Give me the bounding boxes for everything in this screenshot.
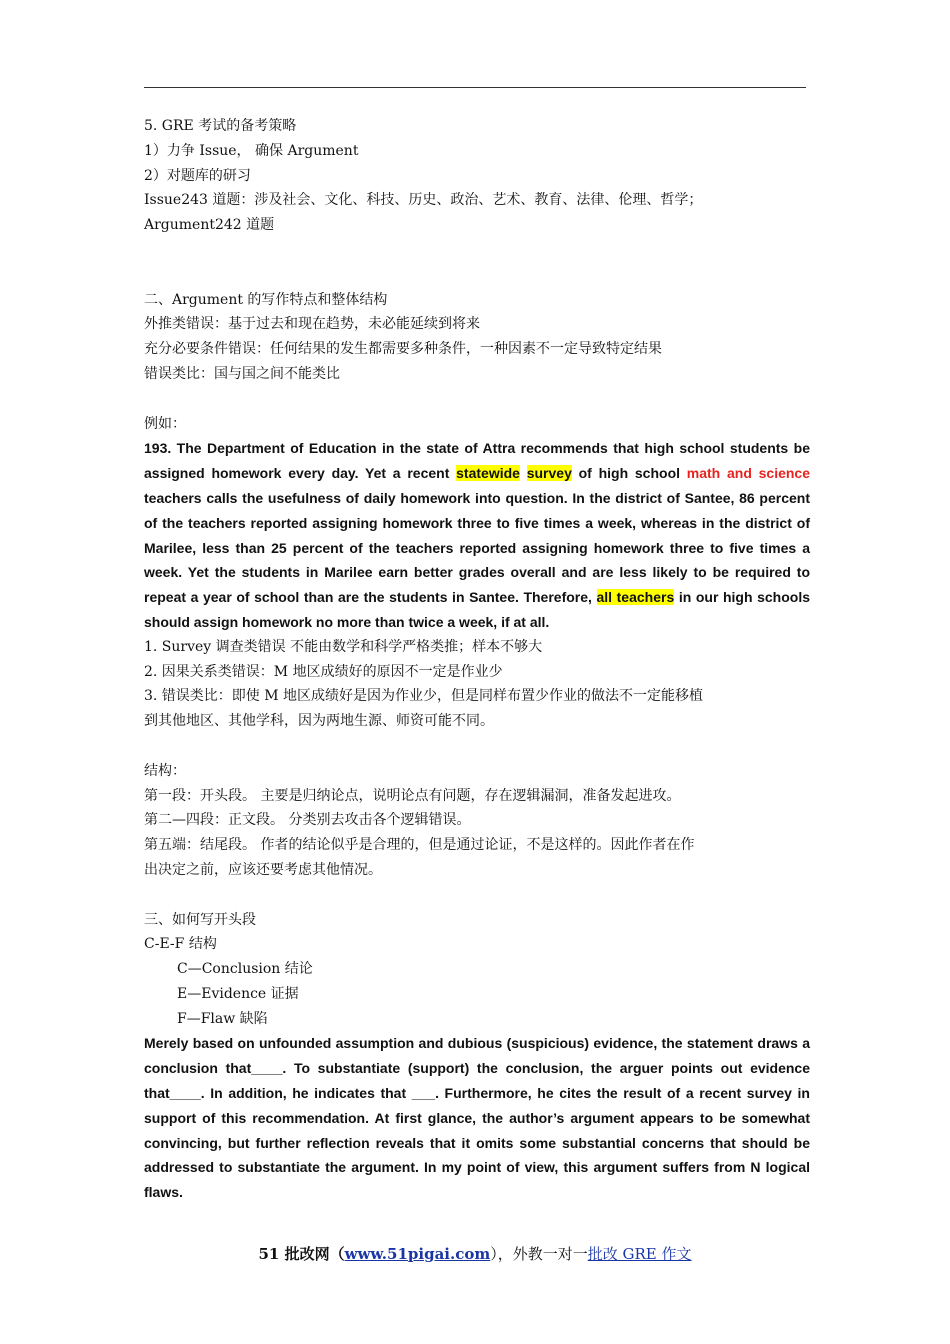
structure-line-2: 第二—四段：正文段。 分类别去攻击各个逻辑错误。 bbox=[144, 812, 471, 829]
header-rule bbox=[144, 87, 806, 88]
cef-structure-label: C-E-F 结构 bbox=[144, 936, 217, 953]
note-1: 1. Survey 调查类错误 不能由数学和科学严格类推；样本不够大 bbox=[144, 638, 543, 655]
section2-line-3: 错误类比：国与国之间不能类比 bbox=[144, 365, 340, 382]
section3-title: 三、如何写开头段 bbox=[144, 911, 256, 928]
footer-middle: ），外教一对一 bbox=[490, 1245, 588, 1263]
highlight-survey: survey bbox=[526, 465, 572, 482]
footer-site-link[interactable]: www.51pigai.com bbox=[344, 1245, 491, 1263]
structure-label: 结构： bbox=[144, 762, 186, 779]
cef-conclusion: C—Conclusion 结论 bbox=[177, 961, 313, 978]
footer-gre-link[interactable]: 批改 GRE 作文 bbox=[587, 1245, 692, 1263]
structure-line-3b: 出决定之前，应该还要考虑其他情况。 bbox=[144, 861, 382, 878]
note-2: 2. 因果关系类错误：M 地区成绩好的原因不一定是作业少 bbox=[144, 663, 503, 680]
example-prompt-paragraph bbox=[144, 436, 810, 634]
structure-line-3a: 第五端：结尾段。 作者的结论似乎是合理的，但是通过论证，不是这样的。因此作者在作 bbox=[144, 837, 695, 854]
prompt-text-1: 193. The Department of Education in the state of Attra recommends that high school students be assigned homework every day. Yet a recent bbox=[144, 440, 810, 482]
prompt-text-3: teachers calls the usefulness of daily homework into question. In the district of Santee, 86 percent of the teachers reported assigning homework three to five times a week, whereas in the district of Marilee, less than 25 percent of the teachers reported assigning homework three to five times a week. Yet the students in Marilee earn better grades overall and are less likely to be required to repeat a year of school than are the students in Santee. Therefore, bbox=[144, 489, 810, 606]
section5-line-2: 2）对题库的研习 bbox=[144, 167, 251, 184]
section2-line-1: 外推类错误：基于过去和现在趋势，未必能延续到将来 bbox=[144, 316, 480, 333]
note-3-line-2: 到其他地区、其他学科，因为两地生源、师资可能不同。 bbox=[144, 713, 494, 730]
highlight-statewide: statewide bbox=[456, 465, 520, 482]
cef-flaw: F—Flaw 缺陷 bbox=[177, 1010, 268, 1027]
cef-evidence: E—Evidence 证据 bbox=[177, 985, 299, 1002]
template-paragraph: Merely based on unfounded assumption and dubious (suspicious) evidence, the statement draws a conclusion that____. To substantiate (support) the conclusion, the arguer points out evidence that____. In addition, he indicates that ___. Furthermore, he cites the result of a recent survey in support of this recommendation. At first glance, the author’s argument appears to be somewhat convincing, but further reflection reveals that it omits some substantial concerns that should be addressed to substantiate the argument. In my point of view, this argument suffers from N logical flaws. bbox=[144, 1035, 810, 1201]
page-footer bbox=[0, 1243, 950, 1264]
note-3-line-1: 3. 错误类比：即使 M 地区成绩好是因为作业少，但是同样布置少作业的做法不一定能移植 bbox=[144, 688, 704, 705]
red-math-and-science: math and science bbox=[686, 465, 811, 482]
section5-line-4: Argument242 道题 bbox=[144, 217, 275, 234]
section2-title: 二、Argument 的写作特点和整体结构 bbox=[144, 291, 388, 308]
prompt-text-4: in our high schools should assign homework no more than twice a week, if at all. bbox=[144, 589, 811, 630]
section2-line-2: 充分必要条件错误：任何结果的发生都需要多种条件，一种因素不一定导致特定结果 bbox=[144, 341, 662, 358]
document-body bbox=[144, 114, 810, 1205]
highlight-all-teachers: all teachers bbox=[596, 589, 675, 606]
example-label: 例如： bbox=[144, 415, 186, 432]
footer-prefix: 51 批改网（ bbox=[258, 1245, 345, 1263]
prompt-space bbox=[520, 465, 527, 481]
section5-title: 5. GRE 考试的备考策略 bbox=[144, 118, 297, 134]
structure-line-1: 第一段：开头段。 主要是归纳论点，说明论点有问题，存在逻辑漏洞，准备发起进攻。 bbox=[144, 787, 681, 804]
section5-line-3: Issue243 道题：涉及社会、文化、科技、历史、政治、艺术、教育、法律、伦理、哲学； bbox=[144, 192, 703, 209]
section5-line-1: 1）力争 Issue， 确保 Argument bbox=[144, 142, 359, 159]
prompt-text-2: of high school bbox=[571, 465, 687, 482]
